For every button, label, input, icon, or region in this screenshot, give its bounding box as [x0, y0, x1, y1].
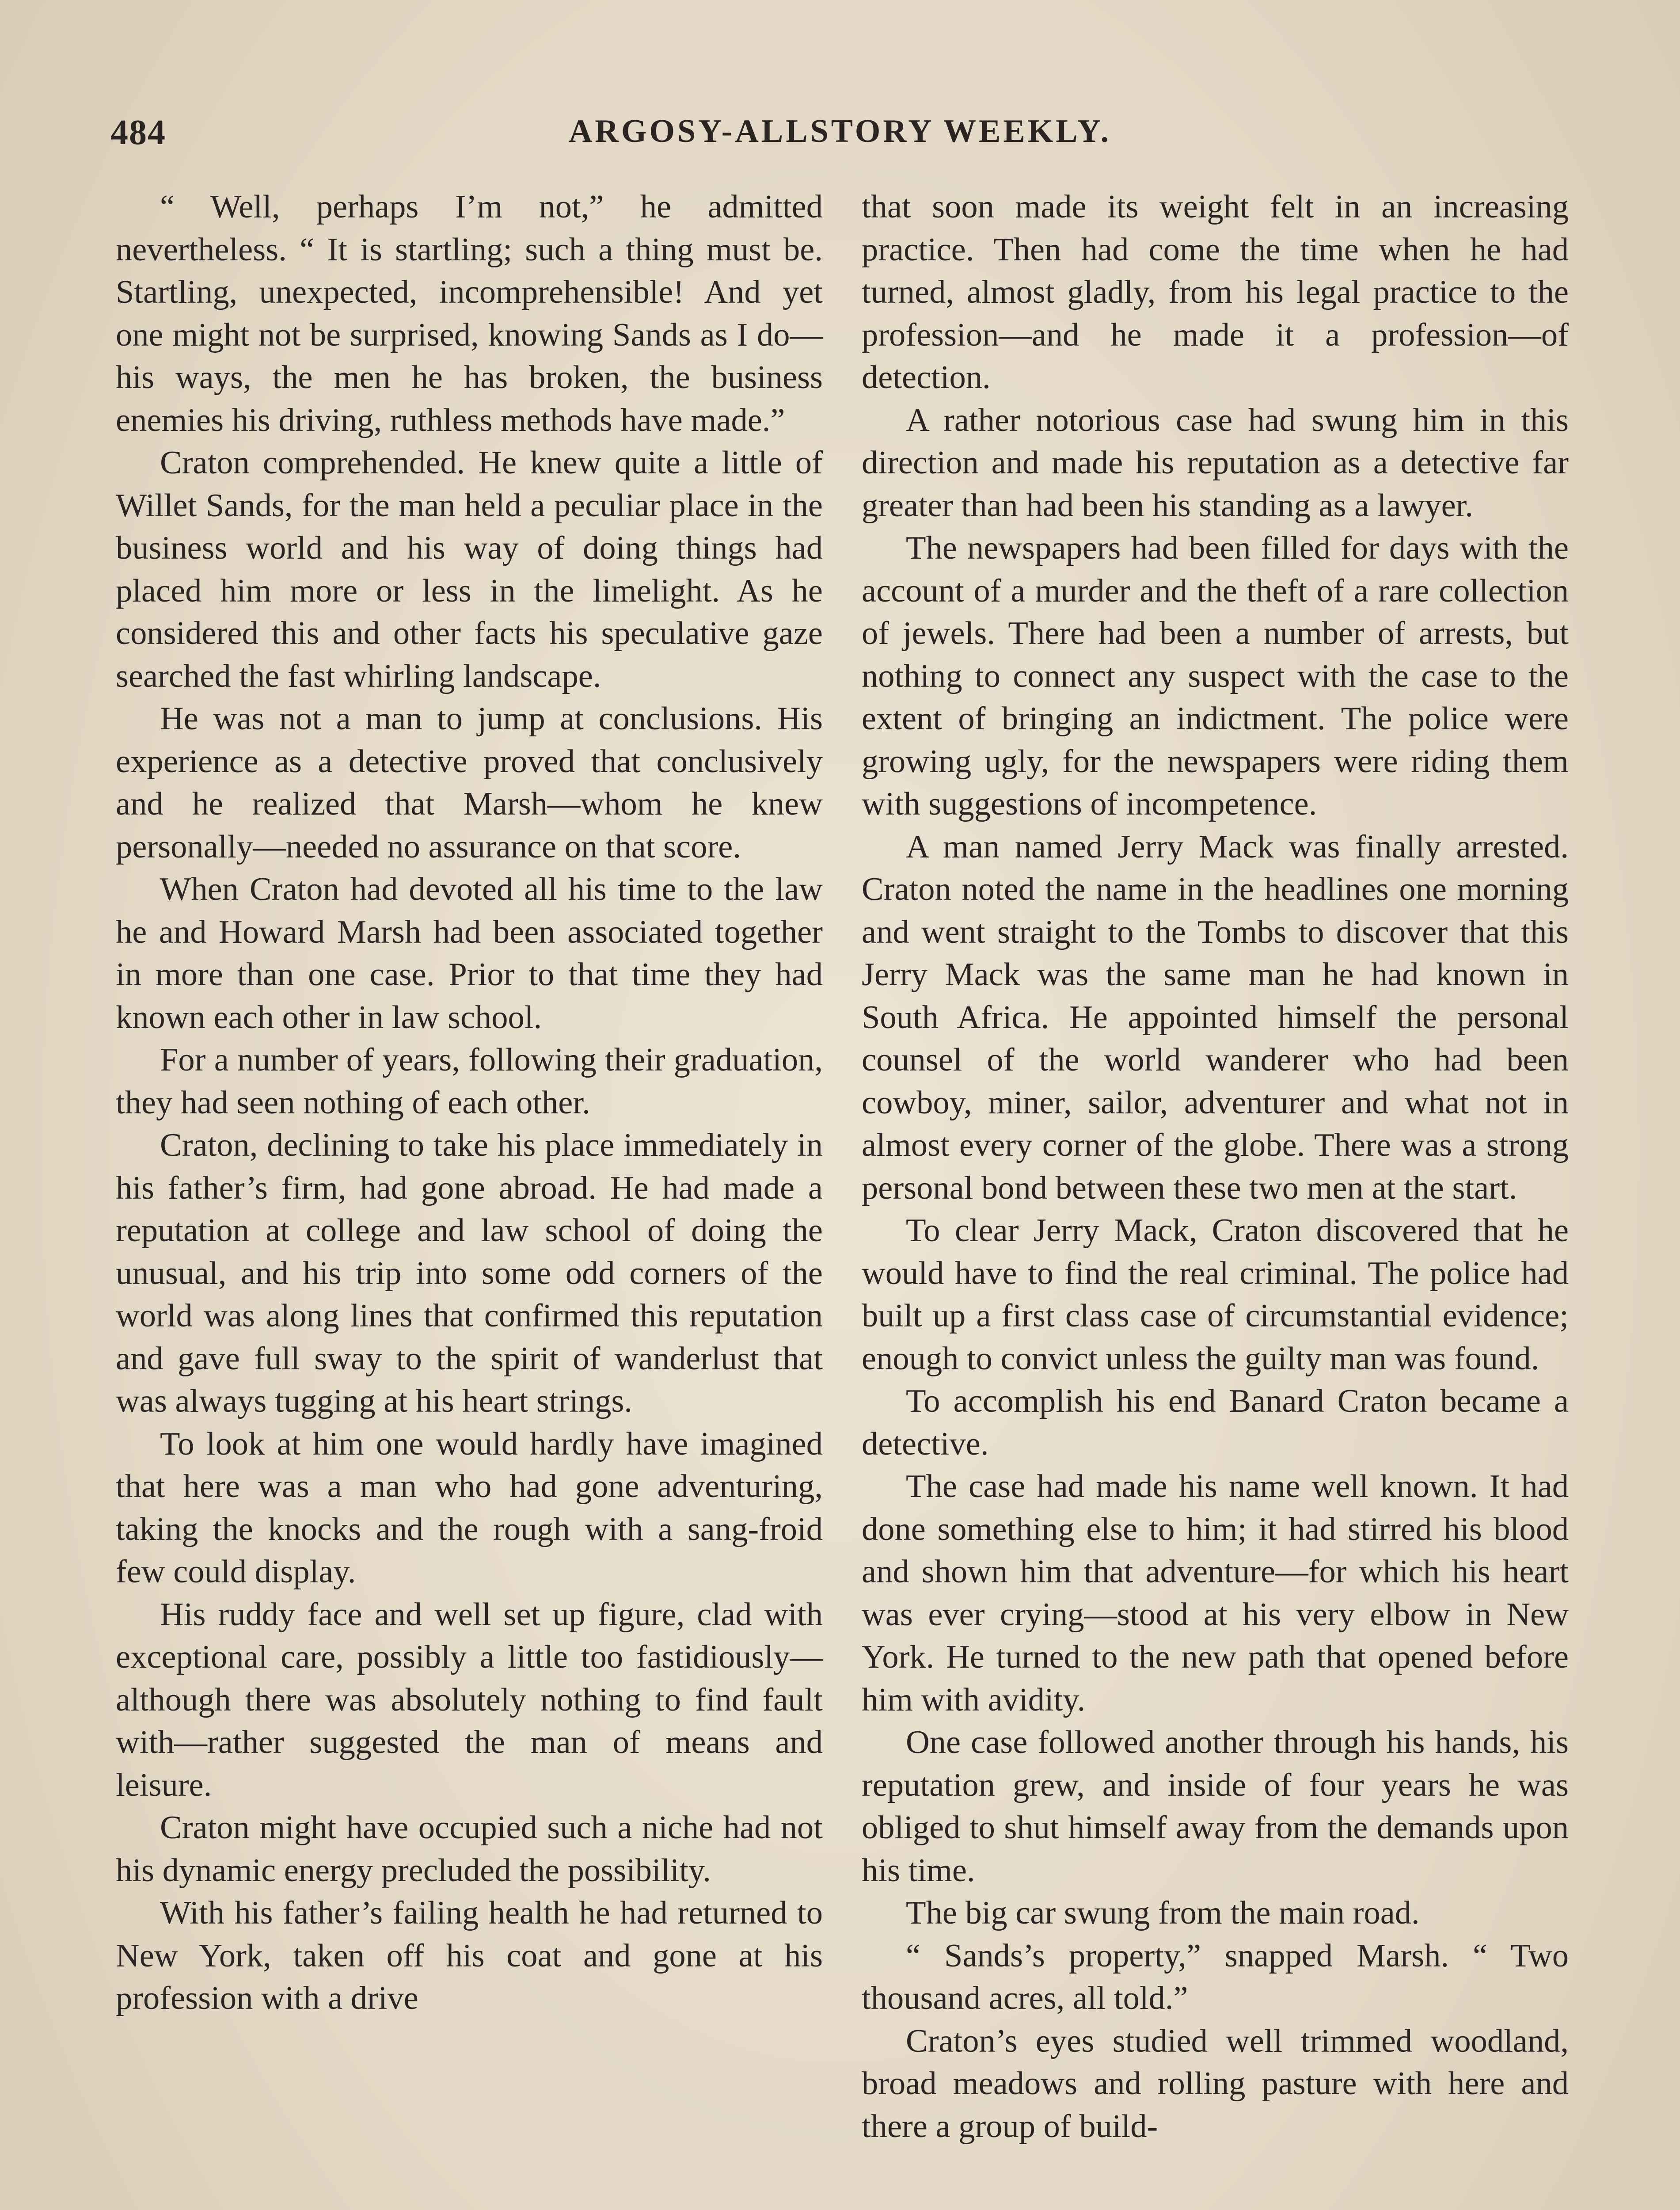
paragraph: “ Sands’s property,” snapped Marsh. “ Two thousand acres, all told.”	[862, 1937, 1569, 2016]
left-column	[116, 186, 823, 2020]
paragraph: To look at him one would hardly have imagined that here was a man who had gone adventuring, taking the knocks and the rough with a sang-froid few could display.	[116, 1425, 823, 1590]
right-column	[862, 186, 1569, 2148]
paragraph: He was not a man to jump at conclusions. His experience as a detective proved that conclusively and he realized that Marsh—whom he knew personally—needed no assurance on that score.	[116, 701, 823, 865]
paragraph: To accomplish his end Banard Craton became a detective.	[862, 1383, 1569, 1462]
paragraph: Craton comprehended. He knew quite a little of Willet Sands, for the man held a peculiar place in the business world and his way of doing things had placed him more or less in the limelight. As he considered this and other facts his speculative gaze searched the fast whirling landscape.	[116, 445, 823, 694]
paragraph: A rather notorious case had swung him in this direction and made his reputation as a detective far greater than had been his standing as a lawyer.	[862, 402, 1569, 524]
paragraph: With his father’s failing health he had returned to New York, taken off his coat and gone at his profession with a drive	[116, 1895, 823, 2016]
page-number: 484	[110, 113, 166, 152]
paragraph: When Craton had devoted all his time to the law he and Howard Marsh had been associated together in more than one case. Prior to that time they had known each other in law school.	[116, 871, 823, 1036]
running-head: ARGOSY-ALLSTORY WEEKLY.	[568, 113, 1112, 149]
paragraph: Craton, declining to take his place immediately in his father’s firm, had gone abroad. He had made a reputation at college and law school of doing the unusual, and his trip into some odd corners of the world was along lines that confirmed this reputation and gave full sway to the spirit of wanderlust that was always tugging at his heart strings.	[116, 1127, 823, 1419]
paragraph: For a number of years, following their graduation, they had seen nothing of each other.	[116, 1042, 823, 1121]
paragraph: The case had made his name well known. It had done something else to him; it had stirred his blood and shown him that adventure—for which his heart was ever crying—stood at his very elbow in New York. He turned to the new path that opened before him with avidity.	[862, 1468, 1569, 1718]
paragraph: Craton’s eyes studied well trimmed woodland, broad meadows and rolling pasture with here and there a group of build-	[862, 2023, 1569, 2145]
paragraph: The newspapers had been filled for days with the account of a murder and the theft of a rare collection of jewels. There had been a number of arrests, but nothing to connect any suspect with the case to the extent of bringing an indictment. The police were growing ugly, for the newspapers were riding them with suggestions of incompetence.	[862, 530, 1569, 822]
paragraph: His ruddy face and well set up figure, clad with exceptional care, possibly a little too fastidiously—although there was absolutely nothing to find fault with—rather suggested the man of means and leisure.	[116, 1596, 823, 1803]
paragraph: One case followed another through his hands, his reputation grew, and inside of four years he was obliged to shut himself away from the demands upon his time.	[862, 1724, 1569, 1889]
paragraph: To clear Jerry Mack, Craton discovered that he would have to find the real criminal. The police had built up a first class case of circumstantial evidence; enough to convict unless the guilty man was found.	[862, 1212, 1569, 1377]
paragraph: “ Well, perhaps I’m not,” he admitted nevertheless. “ It is startling; such a thing must be. Startling, unexpected, incomprehensible! And yet one might not be surprised, knowing Sands as I do—his ways, the men he has broken, the business enemies his driving, ruthless methods have made.”	[116, 189, 823, 438]
paragraph: that soon made its weight felt in an increasing practice. Then had come the time when he had turned, almost gladly, from his legal practice to the profession—and he made it a profession—of detection.	[862, 189, 1569, 396]
paragraph: A man named Jerry Mack was finally arrested. Craton noted the name in the headlines one morning and went straight to the Tombs to discover that this Jerry Mack was the same man he had known in South Africa. He appointed himself the personal counsel of the world wanderer who had been cowboy, miner, sailor, adventurer and what not in almost every corner of the globe. There was a strong personal bond between these two men at the start.	[862, 828, 1569, 1206]
paragraph: The big car swung from the main road.	[906, 1895, 1420, 1931]
page-header	[110, 113, 1570, 161]
paragraph: Craton might have occupied such a niche had not his dynamic energy precluded the possibility.	[116, 1810, 823, 1889]
